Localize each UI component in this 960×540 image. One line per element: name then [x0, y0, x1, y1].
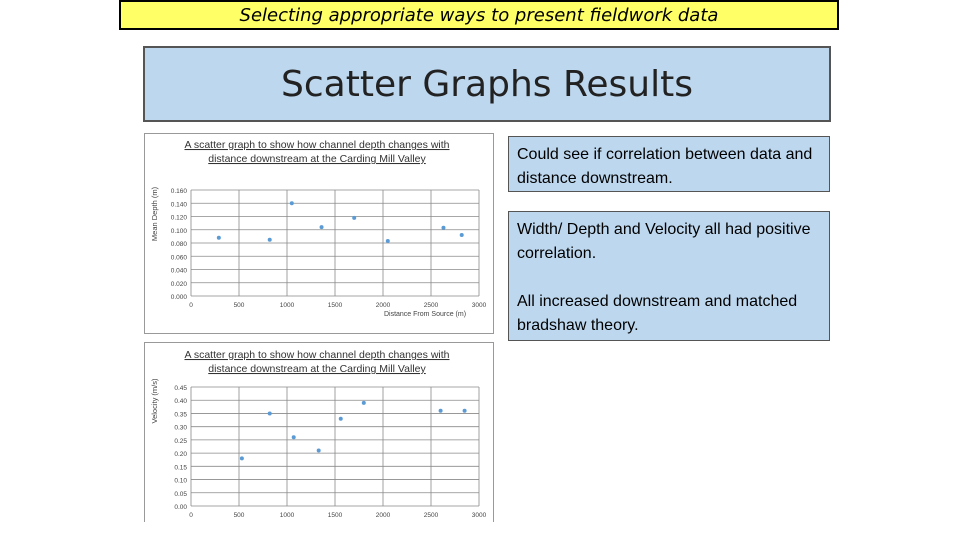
chart2-y-tick-label: 0.10 — [174, 477, 187, 485]
chart1-x-tick-label: 2500 — [423, 302, 439, 309]
chart2-data-point — [339, 417, 343, 421]
chart1-data-point — [320, 225, 324, 229]
chart1-x-axis-label: Distance From Source (m) — [383, 311, 467, 318]
chart2-y-tick-label: 0.45 — [174, 385, 187, 392]
chart2-data-point — [268, 411, 272, 415]
chart1-data-point — [352, 216, 356, 220]
chart2-data-point — [240, 456, 244, 460]
chart1-data-point — [217, 236, 221, 240]
chart2-data-point — [292, 435, 296, 439]
topic-banner-text: Selecting appropriate ways to present fieldwork data — [239, 4, 719, 26]
chart2-y-tick-label: 0.35 — [174, 411, 187, 419]
chart2-y-tick-label: 0.25 — [174, 437, 187, 445]
velocity-scatter-svg — [145, 343, 493, 523]
chart2-title-line-1: distance downstream at the Carding Mill Valley — [208, 363, 426, 375]
chart1-y-tick-label: 0.140 — [170, 201, 187, 209]
chart1-x-tick-label: 2000 — [375, 302, 391, 309]
note-box-results — [508, 211, 830, 341]
chart2-x-tick-label: 3000 — [471, 512, 487, 519]
chart1-title-line-1: distance downstream at the Carding Mill Valley — [208, 153, 426, 165]
chart1-data-point — [290, 201, 294, 205]
chart1-title-line-0: A scatter graph to show how channel depth changes with — [184, 139, 450, 151]
chart1-y-tick-label: 0.100 — [170, 227, 187, 235]
chart2-x-tick-label: 0 — [189, 512, 193, 519]
chart2-data-point — [463, 409, 467, 413]
chart2-y-tick-label: 0.30 — [174, 424, 187, 432]
chart2-y-tick-label: 0.00 — [174, 504, 187, 511]
chart2-y-axis-label: Velocity (m/s) — [150, 378, 159, 424]
chart1-y-tick-label: 0.080 — [170, 241, 187, 248]
note-bradshaw-text: All increased downstream and matched bradshaw theory. — [517, 293, 798, 334]
chart2-y-tick-label: 0.05 — [174, 490, 187, 498]
note-correlation-text: Could see if correlation between data and distance downstream. — [517, 146, 813, 187]
chart1-y-tick-label: 0.000 — [170, 294, 187, 301]
chart1-y-tick-label: 0.120 — [170, 214, 187, 222]
chart2-x-tick-label: 2500 — [423, 512, 439, 519]
chart2-y-tick-label: 0.40 — [174, 398, 187, 406]
chart2-data-point — [362, 401, 366, 405]
chart1-x-tick-label: 1500 — [327, 302, 343, 309]
slide-title: Scatter Graphs Results — [281, 63, 693, 105]
slide-title-box — [143, 46, 831, 122]
chart2-title-line-0: A scatter graph to show how channel depth changes with — [184, 349, 450, 361]
chart1-data-point — [460, 233, 464, 237]
chart1-data-point — [441, 226, 445, 230]
velocity-scatter-chart — [144, 342, 494, 522]
topic-banner — [119, 0, 839, 30]
chart1-x-tick-label: 500 — [233, 302, 245, 309]
chart1-y-axis-label: Mean Depth (m) — [150, 186, 159, 242]
chart1-data-point — [386, 239, 390, 243]
chart2-x-tick-label: 1000 — [279, 512, 295, 519]
depth-scatter-chart — [144, 133, 494, 334]
chart1-y-tick-label: 0.040 — [170, 267, 187, 275]
chart2-x-tick-label: 1500 — [327, 512, 343, 519]
chart2-x-tick-label: 2000 — [375, 512, 391, 519]
note-box-correlation — [508, 136, 830, 192]
chart2-y-tick-label: 0.15 — [174, 464, 187, 472]
depth-scatter-svg — [145, 134, 493, 333]
note-positive-correlation-text: Width/ Depth and Velocity all had positive correlation. — [517, 221, 811, 262]
chart1-x-tick-label: 3000 — [471, 302, 487, 309]
chart1-x-tick-label: 1000 — [279, 302, 295, 309]
chart2-y-tick-label: 0.20 — [174, 451, 187, 459]
chart1-y-tick-label: 0.060 — [170, 254, 187, 262]
chart2-x-tick-label: 500 — [233, 512, 245, 519]
chart1-y-tick-label: 0.160 — [170, 188, 187, 195]
chart2-data-point — [317, 448, 321, 452]
chart1-data-point — [268, 238, 272, 242]
chart2-data-point — [439, 409, 443, 413]
chart1-x-tick-label: 0 — [189, 302, 193, 309]
chart1-y-tick-label: 0.020 — [170, 280, 187, 288]
